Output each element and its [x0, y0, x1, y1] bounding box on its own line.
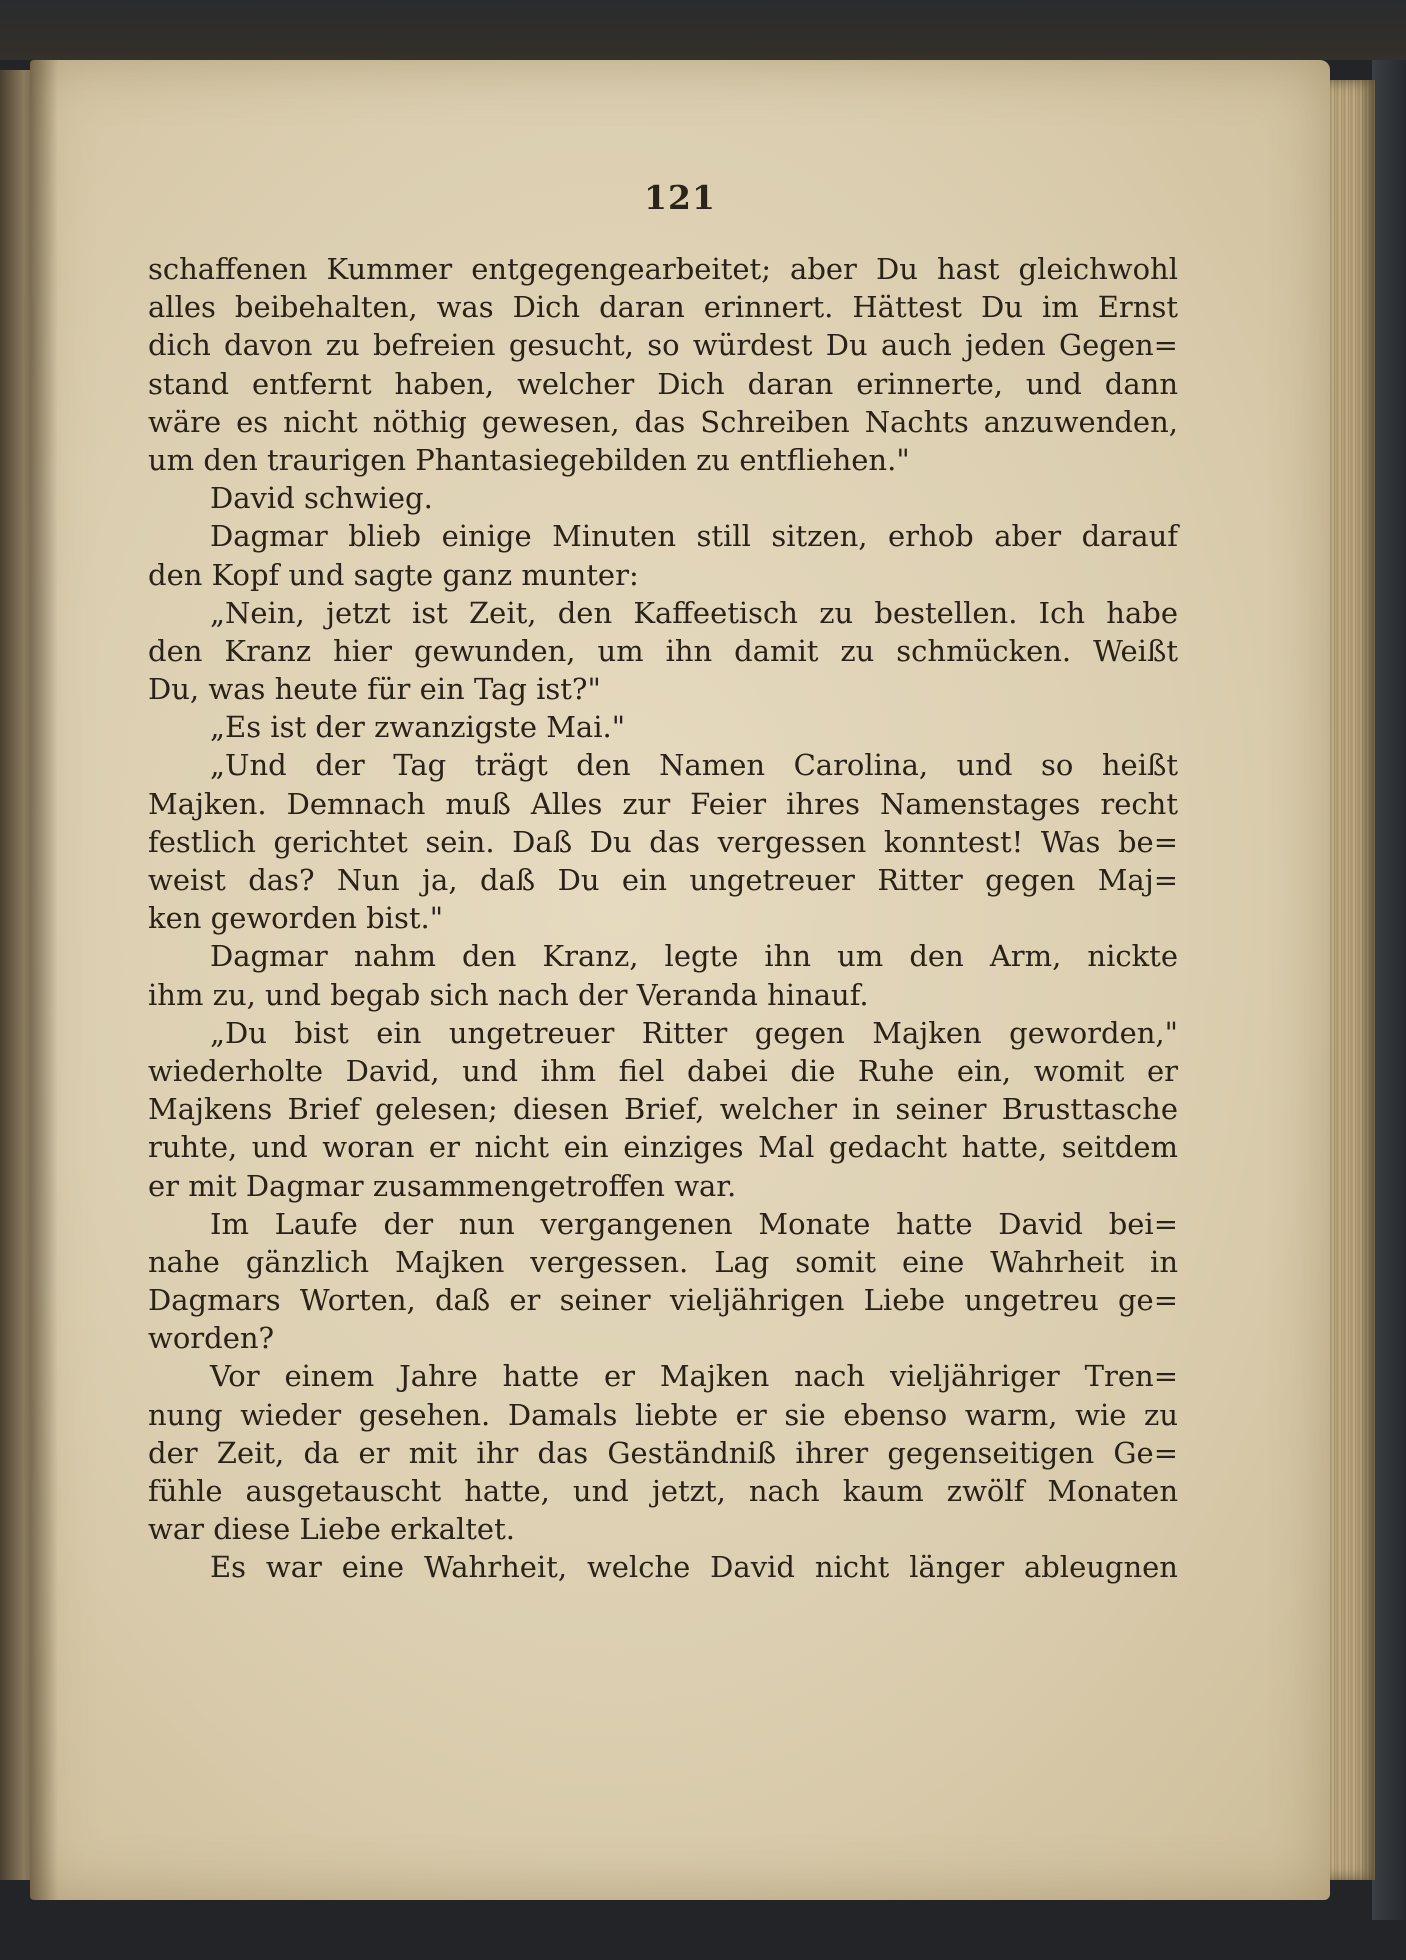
text-line: Vor einem Jahre hatte er Majken nach vieljähriger Tren=: [210, 1359, 1178, 1394]
text-line: Dagmar blieb einige Minuten still sitzen, erhob aber darauf: [210, 519, 1178, 554]
page-text-body: [148, 250, 1178, 1587]
text-line: den Kopf und sagte ganz munter:: [148, 557, 639, 592]
text-line: den Kranz hier gewunden, um ihn damit zu schmücken. Weißt: [148, 633, 1178, 668]
page-number: 121: [644, 178, 716, 217]
text-line: nung wieder gesehen. Damals liebte er sie ebenso warm, wie zu: [148, 1397, 1178, 1432]
text-line: ken geworden bist.": [148, 901, 444, 936]
text-line: Majkens Brief gelesen; diesen Brief, welcher in seiner Brusttasche: [148, 1092, 1178, 1127]
text-line: Im Laufe der nun vergangenen Monate hatte David bei=: [210, 1206, 1178, 1241]
text-line: der Zeit, da er mit ihr das Geständniß ihrer gegenseitigen Ge=: [148, 1435, 1178, 1470]
scan-top-shadow: [0, 0, 1406, 60]
text-line: schaffenen Kummer entgegengearbeitet; aber Du hast gleichwohl: [148, 252, 1178, 286]
text-line: worden?: [148, 1321, 275, 1356]
text-line: „Nein, jetzt ist Zeit, den Kaffeetisch zu bestellen. Ich habe: [210, 595, 1178, 630]
text-line: dich davon zu befreien gesucht, so würdest Du auch jeden Gegen=: [148, 328, 1178, 363]
text-line: Dagmars Worten, daß er seiner vieljährigen Liebe ungetreu ge=: [148, 1283, 1178, 1318]
text-line: um den traurigen Phantasiegebilden zu entfliehen.": [148, 442, 910, 477]
text-line: „Und der Tag trägt den Namen Carolina, und so heißt: [210, 748, 1178, 783]
text-line: war diese Liebe erkaltet.: [148, 1512, 515, 1547]
text-line: wiederholte David, und ihm fiel dabei die Ruhe ein, womit er: [148, 1053, 1178, 1088]
text-line: fühle ausgetauscht hatte, und jetzt, nach kaum zwölf Monaten: [148, 1474, 1178, 1508]
text-line: ruhte, und woran er nicht ein einziges Mal gedacht hatte, seitdem: [148, 1130, 1178, 1165]
text-line: weist das? Nun ja, daß Du ein ungetreuer Ritter gegen Maj=: [148, 863, 1178, 897]
text-line: Dagmar nahm den Kranz, legte ihn um den Arm, nickte: [210, 939, 1178, 974]
book-page: [30, 60, 1330, 1900]
text-line: Es war eine Wahrheit, welche David nicht länger ableugnen: [210, 1550, 1178, 1585]
text-line: Majken. Demnach muß Alles zur Feier ihres Namenstages recht: [148, 786, 1178, 821]
text-line: stand entfernt haben, welcher Dich daran erinnerte, und dann: [148, 366, 1178, 401]
book-cover-edge: [1372, 60, 1406, 1920]
text-line: wäre es nicht nöthig gewesen, das Schreiben Nachts anzuwenden,: [148, 404, 1178, 439]
text-line: festlich gerichtet sein. Daß Du das vergessen konntest! Was be=: [148, 824, 1178, 859]
text-line: Du, was heute für ein Tag ist?": [148, 672, 601, 707]
text-line: ihm zu, und begab sich nach der Veranda hinauf.: [148, 977, 869, 1012]
text-line: „Es ist der zwanzigste Mai.": [210, 710, 626, 745]
text-line: David schwieg.: [210, 481, 433, 516]
text-line: er mit Dagmar zusammengetroffen war.: [148, 1168, 737, 1203]
text-line: alles beibehalten, was Dich daran erinnert. Hättest Du im Ernst: [148, 290, 1178, 325]
page-gutter-shadow: [30, 60, 58, 1900]
text-line: nahe gänzlich Majken vergessen. Lag somit eine Wahrheit in: [148, 1244, 1178, 1279]
text-line: „Du bist ein ungetreuer Ritter gegen Majken geworden,": [210, 1015, 1178, 1050]
